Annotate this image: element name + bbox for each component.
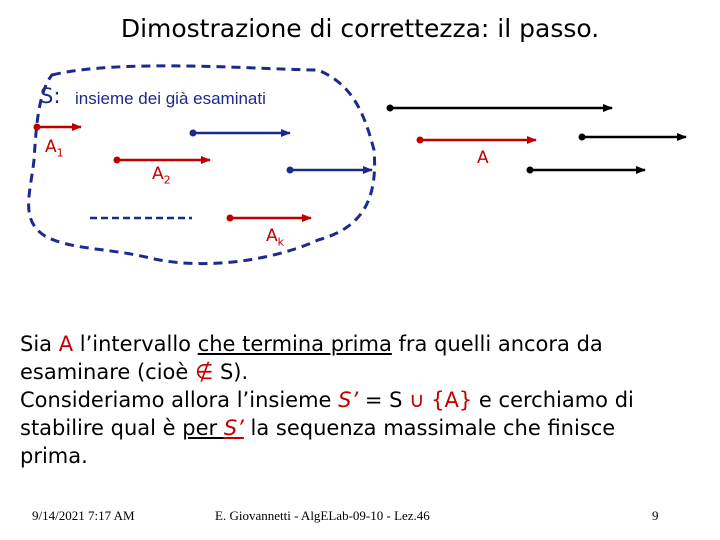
label-ak: $A_k$ — [266, 226, 285, 249]
interval-a — [417, 137, 537, 144]
body-text — [20, 330, 670, 470]
label-a: A — [477, 148, 489, 168]
set-label: S: — [40, 84, 61, 108]
slide-title: Dimostrazione di correttezza: il passo. — [120, 14, 600, 43]
label-a2: $A_2$ — [152, 164, 171, 187]
interval-blue-2 — [287, 167, 373, 174]
interval-ak — [227, 215, 312, 222]
paragraph-2: Consideriamo allora l’insieme S’ = S ∪ {A} e cerchiamo di stabilire qual è per S’ la sequenza massimale che finisce prima. — [20, 388, 634, 468]
label-a1: $A_1$ — [45, 137, 64, 160]
footer-date: 9/14/2021 7:17 AM — [32, 508, 135, 523]
interval-black-1 — [387, 105, 613, 112]
paragraph-1: Sia A l’intervallo che termina prima fra quelli ancora da esaminare (cioè ∉ S). — [20, 332, 603, 384]
footer-author: E. Giovannetti - AlgELab-09-10 - Lez.46 — [215, 508, 430, 523]
page-number: 9 — [652, 508, 659, 523]
interval-a1 — [34, 124, 82, 131]
interval-black-2 — [579, 134, 687, 141]
interval-a2 — [114, 157, 211, 164]
interval-black-3 — [527, 167, 646, 174]
interval-blue-1 — [190, 130, 291, 137]
set-description: insieme dei già esaminati — [75, 89, 266, 108]
